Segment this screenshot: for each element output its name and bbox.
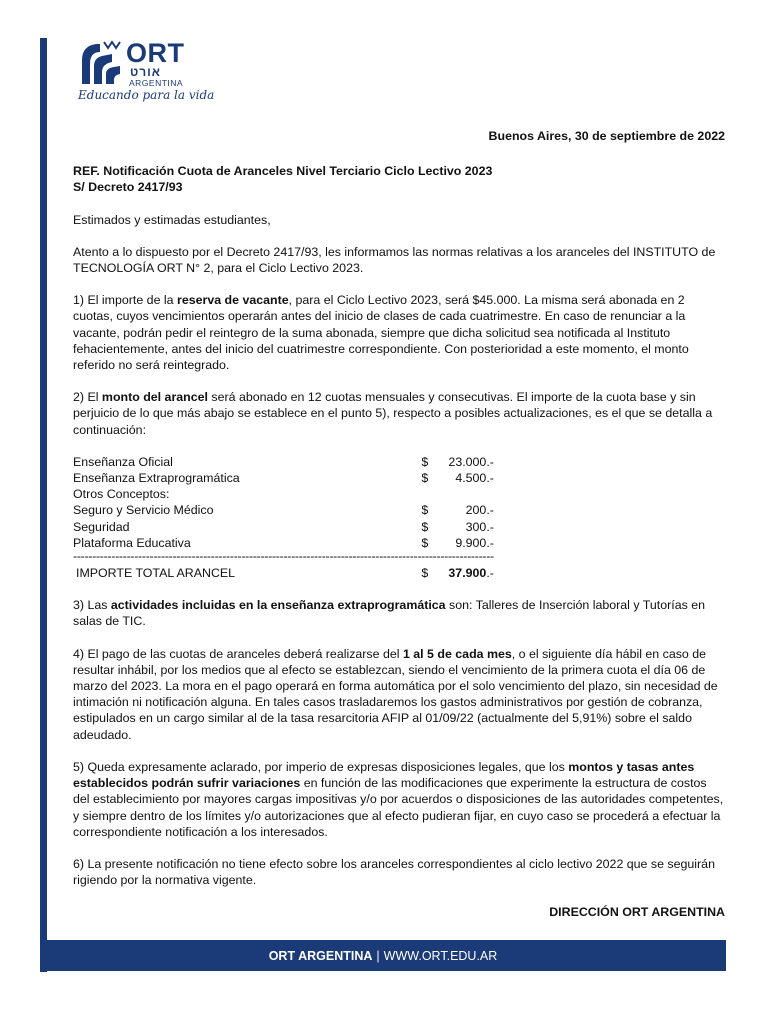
fee-label: Otros Conceptos: [73, 487, 170, 502]
fee-row [73, 519, 494, 535]
fee-row [73, 454, 494, 470]
section-5-post: en función de las modificaciones que experimente la estructura de costos del establecimiento por mayores cargas impositivas y/o por acuerdos o disposiciones de las autoridades competentes, y siempre dentro de los límites y/o autorizaciones que al efecto pudieran fijar, en cuyo caso se procederá a efectuar la correspondiente notificación a los interesados. [73, 776, 724, 839]
section-4-bold: 1 al 5 de cada mes [402, 646, 512, 661]
section-3-post: son: Talleres de Inserción laboral y Tutorías en salas de TIC. [73, 598, 706, 629]
ort-logo [78, 38, 215, 106]
section-5 [73, 759, 725, 840]
total-currency: $ [421, 566, 429, 581]
fee-label: Seguro y Servicio Médico [73, 503, 214, 518]
intro-paragraph: Atento a lo dispuesto por el Decreto 2417/93, les informamos las normas relativas a los aranceles del INSTITUTO de TECNOLOGÍA ORT N° 2, para el Ciclo Lectivo 2023. [73, 244, 716, 276]
section-4-pre: 4) El pago de las cuotas de aranceles deberá realizarse del [73, 646, 403, 661]
signature: DIRECCIÓN ORT ARGENTINA [549, 905, 725, 920]
fee-row [73, 486, 494, 502]
footer-brand: ORT ARGENTINA [268, 948, 373, 963]
greeting: Estimados y estimadas estudiantes, [73, 212, 271, 227]
fee-amount: 9.900.- [455, 535, 494, 550]
logo-tagline: Educando para la vida [78, 88, 215, 102]
logo-brand: ORT [126, 38, 185, 68]
section-2-post: será abonado en 12 cuotas mensuales y consecutivas. El importe de la cuota base y sin perjuicio de lo que más abajo se establece en el punto 5), respecto a posibles actualizaciones, es el que se detalla a continuación: [73, 390, 713, 437]
section-4 [73, 646, 725, 743]
wheat-sheaf-icon [78, 40, 122, 86]
section-5-bold: montos y tasas antes establecidos podrán sufrir variaciones [73, 759, 695, 791]
logo-hebrew: אורט [130, 65, 161, 79]
fee-amount: 4.500.- [455, 471, 494, 486]
section-2-pre: 2) El [73, 390, 102, 405]
fees-table [73, 454, 494, 581]
section-4-post: , o el siguiente día hábil en caso de resultar inhábil, por los medios que al efecto se establezcan, siendo el vencimiento de la primera cuota el día 06 de marzo del 2023. La mora en el pago operará en forma automática por el solo vencimiento del plazo, sin necesidad de intimación ni notificación alguna. En tales casos trasladaremos los gastos administrativos por gestión de cobranza, estipulados en un cargo similar al de la tasa resarcitoria AFIP al 01/09/22 (actualmente del 5,91%) sobre el saldo adeudado. [73, 646, 718, 742]
reference-block [73, 163, 725, 195]
total-label: IMPORTE TOTAL ARANCEL [76, 566, 236, 581]
section-1-bold: reserva de vacante [177, 293, 289, 308]
fee-label: Enseñanza Oficial [73, 454, 173, 469]
section-3-pre: 3) Las [73, 598, 111, 613]
fee-currency: $ [421, 535, 429, 550]
fee-label: Enseñanza Extraprogramática [73, 471, 240, 486]
decree-line: S/ Decreto 2417/93 [73, 180, 183, 195]
fee-currency [421, 486, 436, 502]
reference-line: REF. Notificación Cuota de Aranceles Nivel Terciario Ciclo Lectivo 2023 [73, 164, 493, 179]
footer-bar [40, 940, 726, 971]
fee-row [73, 470, 494, 486]
fee-amount [436, 486, 494, 502]
section-3-bold: actividades incluidas en la enseñanza extraprogramática [110, 598, 446, 613]
fee-label: Plataforma Educativa [73, 535, 191, 550]
section-1 [73, 292, 725, 373]
logo-country: ARGENTINA [129, 78, 184, 88]
letter-body [73, 128, 725, 921]
fee-amount: 200.- [465, 503, 494, 518]
fee-amount: 300.- [465, 519, 494, 534]
fee-row [73, 535, 494, 551]
fee-currency: $ [421, 503, 429, 518]
section-5-pre: 5) Queda expresamente aclarado, por imperio de expresas disposiciones legales, que los [73, 759, 569, 774]
total-amount-cell [436, 565, 494, 581]
section-1-pre: 1) El importe de la [73, 293, 177, 308]
fee-currency: $ [421, 471, 429, 486]
fees-divider-row [73, 551, 494, 565]
fee-currency: $ [421, 454, 429, 469]
footer-separator: | [376, 948, 380, 963]
footer-url[interactable]: WWW.ORT.EDU.AR [383, 948, 498, 963]
fees-divider: -------------------------------------------------------------------------------------------------------------- [73, 551, 494, 564]
section-1-post: , para el Ciclo Lectivo 2023, será $45.000. La misma será abonada en 2 cuotas, cuyos vencimientos operarán antes del inicio de clases de cada cuatrimestre. En caso de renunciar a la vacante, podrán pedir el reintegro de la suma abonada, siempre que dicha solicitud sea notificada al Instituto fehacientemente, antes del inicio del cuatrimestre correspondiente. Con posterioridad a este momento, el monto referido no será reintegrado. [73, 293, 689, 373]
fee-currency: $ [421, 519, 429, 534]
fee-label: Seguridad [73, 519, 130, 534]
fee-total-row [73, 565, 494, 581]
left-accent-bar [40, 38, 47, 972]
section-2 [73, 389, 725, 438]
section-2-bold: monto del arancel [101, 390, 208, 405]
section-6: 6) La presente notificación no tiene efecto sobre los aranceles correspondientes al ciclo lectivo 2022 que se seguirán rigiendo por la normativa vigente. [73, 856, 715, 888]
letter-date: Buenos Aires, 30 de septiembre de 2022 [488, 129, 725, 143]
fee-row [73, 502, 494, 518]
total-amount: 37.900 [448, 566, 487, 581]
fee-amount: 23.000.- [448, 454, 494, 469]
section-3 [73, 597, 725, 629]
total-suffix: .- [486, 566, 494, 581]
